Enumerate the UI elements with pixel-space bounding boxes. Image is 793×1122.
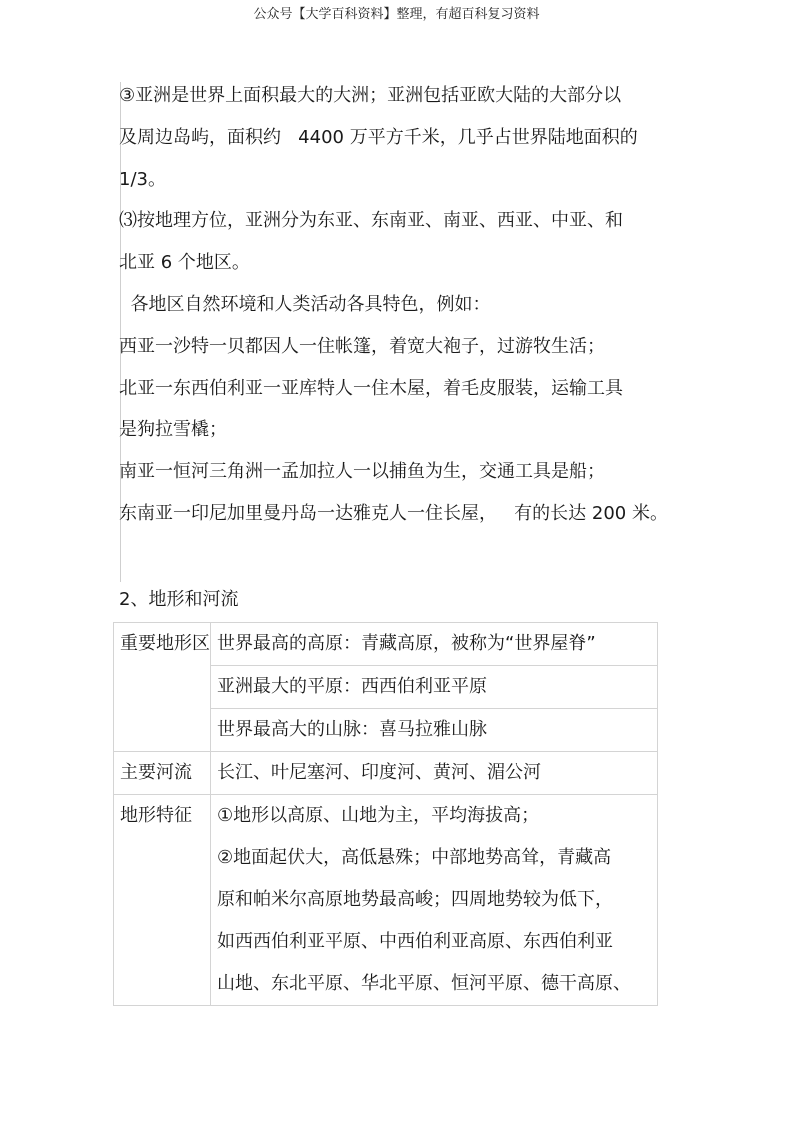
paragraph-line: ③亚洲是世界上面积最大的大洲；亚洲包括亚欧大陆的大部分以 bbox=[119, 85, 622, 106]
paragraph-line: 南亚一恒河三角洲一孟加拉人一以捕鱼为生，交通工具是船； bbox=[119, 461, 605, 483]
body-text bbox=[119, 84, 719, 544]
cell-line: ①地形以高原、山地为主，平均海拔高； bbox=[217, 805, 540, 826]
row-label: 主要河流 bbox=[120, 762, 192, 783]
terrain-rivers-table bbox=[113, 622, 658, 1006]
table-cell: 世界最高的高原：青藏高原，被称为“世界屋脊” bbox=[211, 623, 658, 666]
row-label-cell bbox=[114, 623, 211, 752]
paragraph-line: 北亚一东西伯利亚一亚库特人一住木屋，着毛皮服装，运输工具 bbox=[119, 377, 623, 399]
table-cell-multiline bbox=[211, 795, 658, 1006]
paragraph-line: 1/3。 bbox=[119, 168, 166, 190]
paragraph-line: 各地区自然环境和人类活动各具特色，例如： bbox=[119, 293, 491, 315]
row-label: 重要地形区 bbox=[120, 633, 210, 654]
paragraph-line: 东南亚一印尼加里曼丹岛一达雅克人一住长屋， 有的长达 200 米。 bbox=[119, 502, 668, 524]
table-cell: 亚洲最大的平原：西西伯利亚平原 bbox=[211, 666, 658, 709]
paragraph-line: 是狗拉雪橇； bbox=[119, 419, 227, 441]
cell-line: ②地面起伏大，高低悬殊；中部地势高耸，青藏高 bbox=[217, 847, 612, 868]
page-header: 公众号【大学百科资料】整理，有超百科复习资料 bbox=[253, 7, 540, 22]
row-label-cell bbox=[114, 795, 211, 1006]
table-cell: 世界最高大的山脉：喜马拉雅山脉 bbox=[211, 709, 658, 752]
paragraph-line: ⑶按地理方位，亚洲分为东亚、东南亚、南亚、西亚、中亚、和 bbox=[119, 210, 623, 232]
paragraph-line: 西亚一沙特一贝都因人一住帐篷，着宽大袍子，过游牧生活； bbox=[119, 335, 605, 357]
table-cell: 长江、叶尼塞河、印度河、黄河、湄公河 bbox=[211, 752, 658, 795]
paragraph-line: 及周边岛屿，面积约 4400 万平方千米，几乎占世界陆地面积的 bbox=[119, 126, 638, 148]
paragraph-line: 北亚 6 个地区。 bbox=[119, 252, 250, 274]
table-row bbox=[114, 752, 658, 795]
table-row bbox=[114, 795, 658, 1006]
table-row bbox=[114, 623, 658, 666]
section-title: 2、地形和河流 bbox=[119, 589, 239, 610]
row-label-cell bbox=[114, 752, 211, 795]
cell-line: 山地、东北平原、华北平原、恒河平原、德干高原、 bbox=[217, 973, 631, 994]
row-label: 地形特征 bbox=[120, 805, 192, 826]
cell-line: 如西西伯利亚平原、中西伯利亚高原、东西伯利亚 bbox=[217, 931, 613, 952]
cell-line: 原和帕米尔高原地势最高峻；四周地势较为低下， bbox=[217, 889, 613, 910]
